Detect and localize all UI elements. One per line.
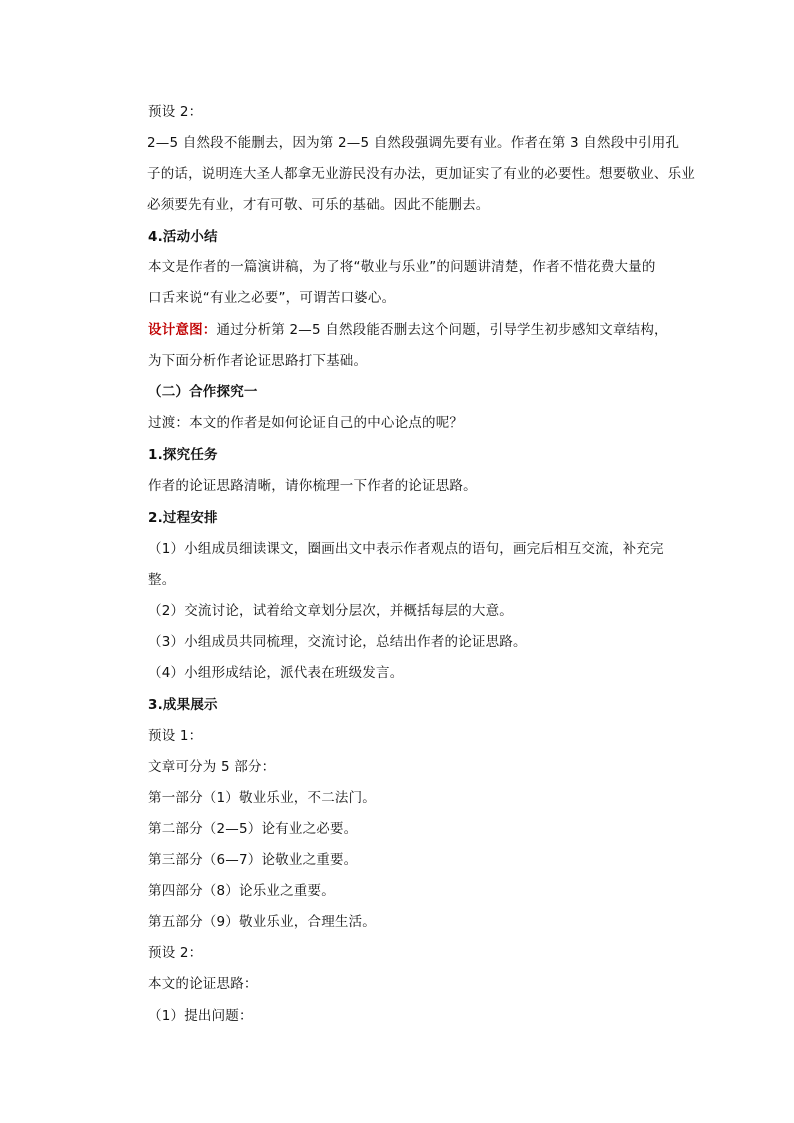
paragraph-line: 过渡：本文的作者是如何论证自己的中心论点的呢？ xyxy=(148,415,464,431)
section-heading: 3.成果展示 xyxy=(148,697,218,713)
list-item: （3）小组成员共同梳理，交流讨论，总结出作者的论证思路。 xyxy=(148,634,527,650)
list-item: （2）交流讨论，试着给文章划分层次，并概括每层的大意。 xyxy=(148,603,513,619)
design-intent-label: 设计意图： xyxy=(148,322,217,338)
design-intent-text: 通过分析第 2—5 自然段能否删去这个问题，引导学生初步感知文章结构， xyxy=(216,322,668,338)
paragraph-line: 口舌来说“有业之必要”，可谓苦口婆心。 xyxy=(148,290,396,306)
paragraph-line: 作者的论证思路清晰，请你梳理一下作者的论证思路。 xyxy=(148,478,477,494)
paragraph-line: 文章可分为 5 部分： xyxy=(148,759,276,775)
paragraph-line: 子的话，说明连大圣人都拿无业游民没有办法，更加证实了有业的必要性。想要敬业、乐业 xyxy=(147,166,695,182)
list-item: 第五部分（9）敬业乐业，合理生活。 xyxy=(148,914,376,930)
list-item: 第四部分（8）论乐业之重要。 xyxy=(148,883,335,899)
preset-heading: 预设 2： xyxy=(148,945,203,961)
section-heading: 2.过程安排 xyxy=(148,510,218,526)
paragraph-line: 必须要先有业，才有可敬、可乐的基础。因此不能删去。 xyxy=(147,197,490,213)
list-item: （1）提出问题： xyxy=(148,1008,253,1024)
preset-heading: 预设 2： xyxy=(148,104,203,120)
list-item: （4）小组形成结论，派代表在班级发言。 xyxy=(148,665,404,681)
paragraph-line: 为下面分析作者论证思路打下基础。 xyxy=(148,353,368,369)
paragraph-line: 本文的论证思路： xyxy=(148,976,258,992)
list-item: 第二部分（2—5）论有业之必要。 xyxy=(148,821,358,837)
paragraph-line: 2—5 自然段不能删去，因为第 2—5 自然段强调先要有业。作者在第 3 自然段中引用孔 xyxy=(147,135,680,151)
list-item: 第三部分（6—7）论敬业之重要。 xyxy=(148,852,358,868)
paragraph-line: 本文是作者的一篇演讲稿，为了将“敬业与乐业”的问题讲清楚，作者不惜花费大量的 xyxy=(148,259,656,275)
list-item-continuation: 整。 xyxy=(148,572,176,588)
design-intent-line xyxy=(148,322,668,338)
preset-heading: 预设 1： xyxy=(148,728,203,744)
section-heading: 1.探究任务 xyxy=(148,447,218,463)
section-heading: （二）合作探究一 xyxy=(148,384,258,400)
section-heading: 4.活动小结 xyxy=(148,229,218,245)
list-item: 第一部分（1）敬业乐业，不二法门。 xyxy=(148,790,376,806)
list-item: （1）小组成员细读课文，圈画出文中表示作者观点的语句，画完后相互交流，补充完 xyxy=(148,541,664,557)
